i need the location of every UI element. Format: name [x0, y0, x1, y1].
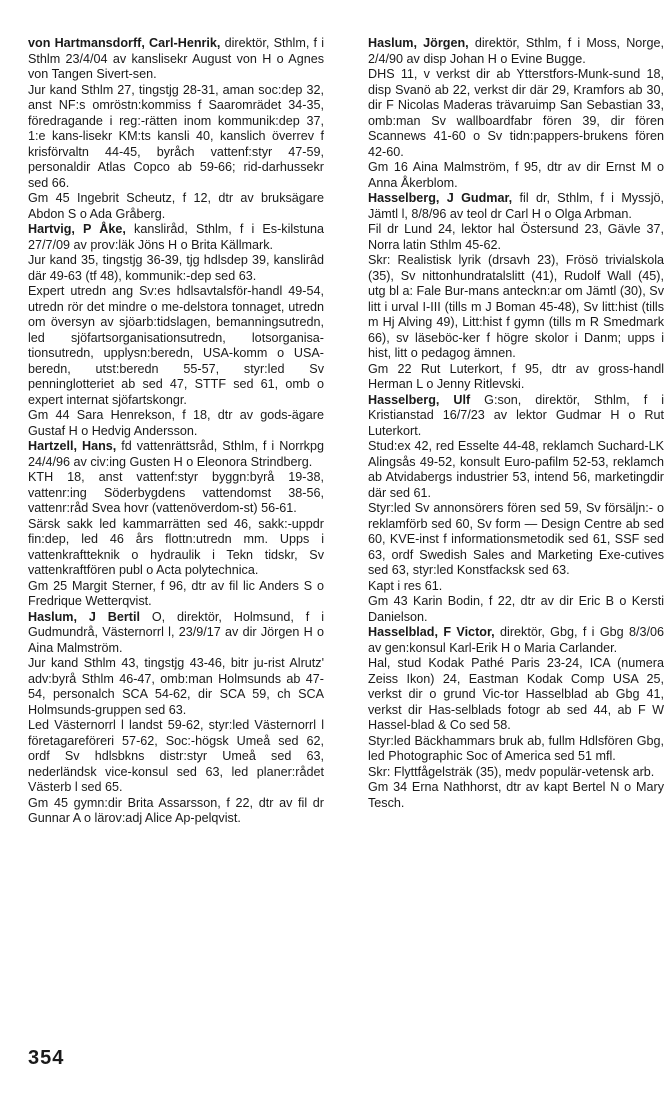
entry-text: Särsk sakk led kammarrätten sed 46, sakk:-uppdr fin:dep, led 46 års flottn:utredn mm. Upps i vattenkraftteknik o hydraulik i Tekn tidskr, Sv vattenkraftfören publ o Acta polytechnica.: [28, 516, 324, 577]
entry-paragraph: [368, 362, 664, 393]
entry-paragraph: [368, 594, 664, 625]
entry-paragraph: [28, 284, 324, 408]
entry-text: Hal, stud Kodak Pathé Paris 23-24, ICA (numera Zeiss Ikon) 24, Eastman Kodak Comp USA 25, verkst dir o grund Vic-tor Hasselblad ab Gbg 41, verkst dir Has-selblads fotogr ab sed 44, ab F W Hassel-blad & Co sed 58.: [368, 656, 664, 732]
entry-text: Expert utredn ang Sv:es hdlsavtalsför-handl 49-54, utredn rör det mindre o me-delstora tonnaget, utredn om översyn av sjöarb:tidslagen, bemanningsutredn, led sjöfartsorganisationsutredn, lotsorganisa-tionsutredn, upplysn:beredn, USA-komm o USA-beredn, utst:beredn 55-57, styr:led Sv penninglotteriet ab sed 47, STTF sed 61, omb o expert internat sjöfartskongr.: [28, 284, 324, 407]
biography-entry: [368, 393, 664, 626]
entry-paragraph: [368, 253, 664, 362]
entry-text: Gm 22 Rut Luterkort, f 95, dtr av gross-handl Herman L o Jenny Ritlevski.: [368, 361, 664, 391]
entry-text: Gm 43 Karin Bodin, f 22, dtr av dir Eric B o Kersti Danielson.: [368, 594, 664, 624]
entry-paragraph: [28, 83, 324, 192]
entry-text: direktör, Sthlm, f i Moss, Norge, 2/4/90 av disp Johan H o Evine Bugge.: [368, 36, 664, 66]
entry-paragraph: [28, 408, 324, 439]
entry-text: Gm 45 gymn:dir Brita Assarsson, f 22, dtr av fil dr Gunnar A o lärov:adj Alice Ap-pelqvist.: [28, 795, 324, 825]
entry-intro: [368, 393, 664, 440]
entry-text: Skr: Realistisk lyrik (drsavh 23), Frösö trivialskola (35), Sv nittonhundratalslitt (41), Rudolf Wall (45), utg bl a: Fale Bur-mans anteckn:ar om Jämtl (30), Sv litt i urval I-III (tills m J Boman 45-48), Sv litt:hist (tills m Hj Alving 49), Litt:hist f gymn (tills m R Smedmark 66), sv läseböc-ker f högre skolor i Danm; upps i hist, litt o pedagog ämnen.: [368, 253, 664, 360]
entry-text: kansliråd, Sthlm, f i Es-kilstuna 27/7/09 av prov:läk Jöns H o Brita Källmark.: [28, 222, 324, 252]
entry-paragraph: [28, 517, 324, 579]
entry-paragraph: [368, 579, 664, 595]
entry-intro: [28, 36, 324, 83]
biography-entry: [28, 439, 324, 610]
biography-entry: [28, 610, 324, 827]
entry-paragraph: [368, 222, 664, 253]
entry-text: fil dr, Sthlm, f i Myssjö, Jämtl l, 8/8/96 av teol dr Carl H o Olga Arbman.: [368, 191, 664, 221]
biography-entry: [368, 191, 664, 393]
entry-text: KTH 18, anst vattenf:styr byggn:byrå 19-38, vattenr:ing Söderbygdens vattendomst 38-56, vattenr:råd Svea hovr (vattenöverdom-st) 56-61.: [28, 470, 324, 515]
entry-text: Gm 16 Aina Malmström, f 95, dtr av dir Ernst M o Anna Åkerblom.: [368, 160, 664, 190]
entry-text: direktör, Sthlm, f i Sthlm 23/4/04 av kanslisekr August von H o Agnes von Tangen Sivert-sen.: [28, 36, 324, 81]
right-column: [368, 36, 664, 811]
entry-text: fd vattenrättsråd, Sthlm, f i Norrkpg 24/4/96 av civ:ing Gusten H o Eleonora Strindberg.: [28, 439, 324, 469]
entry-intro: [368, 191, 664, 222]
left-column: [28, 36, 324, 827]
entry-paragraph: [28, 718, 324, 796]
page-number: 354: [28, 1047, 65, 1069]
biography-entry: [368, 625, 664, 811]
entry-paragraph: [28, 191, 324, 222]
biography-entry: [28, 36, 324, 222]
person-name: von Hartmansdorff, Carl-Henrik,: [28, 36, 221, 50]
entry-paragraph: [368, 765, 664, 781]
entry-text: G:son, direktör, Sthlm, f i Kristianstad 16/7/23 av lektor Gudmar H o Rut Luterkort.: [368, 392, 664, 438]
entry-paragraph: [368, 734, 664, 765]
entry-paragraph: [28, 470, 324, 517]
entry-paragraph: [28, 796, 324, 827]
entry-intro: [28, 610, 324, 657]
person-name: Hasselberg, J Gudmar,: [368, 191, 513, 205]
entry-intro: [368, 625, 664, 656]
person-name: Hasselberg, Ulf: [368, 392, 471, 407]
entry-paragraph: [28, 656, 324, 718]
entry-text: direktör, Gbg, f i Gbg 8/3/06 av gen:konsul Karl-Erik H o Maria Carlander.: [368, 625, 664, 655]
person-name: Hartvig, P Åke,: [28, 222, 126, 236]
entry-paragraph: [368, 67, 664, 160]
entry-paragraph: [368, 160, 664, 191]
entry-text: Stud:ex 42, red Esselte 44-48, reklamch Suchard-LK Alingsås 49-52, konsult Euro-pafilm 52-53, reklamch ab Atvidabergs industrier 53, intend 56, marketingdir där sed 61.: [368, 439, 664, 500]
entry-text: Jur kand Sthlm 43, tingstjg 43-46, bitr ju-rist Alrutz' adv:byrå Sthlm 46-47, omb:man Holmsunds ab 47-54, personalch SCA 54-62, dir SCA 59, ch SCA Holmsunds-gruppen sed 63.: [28, 656, 324, 717]
entry-text: Gm 44 Sara Henrekson, f 18, dtr av gods-ägare Gustaf H o Hedvig Andersson.: [28, 408, 324, 438]
entry-intro: [368, 36, 664, 67]
entry-text: Gm 45 Ingebrit Scheutz, f 12, dtr av bruksägare Abdon S o Ada Gråberg.: [28, 191, 324, 221]
entry-paragraph: [368, 656, 664, 734]
biography-entry: [368, 36, 664, 191]
entry-text: Styr:led Bäckhammars bruk ab, fullm Hdlsfören Gbg, led Photographic Soc of America sed 51 mfl.: [368, 733, 664, 763]
person-name: Hartzell, Hans,: [28, 439, 117, 453]
biography-entry: [28, 222, 324, 439]
entry-text: Styr:led Sv annonsörers fören sed 59, Sv försäljn:- o reklamförb sed 60, Sv form — Design Centre ab sed 60, KVE-inst f informationsmetodik sed 61, SSF sed 63, ordf Swedish Sales and Marketing Exe-cutives sed 63, styr:led Konstfacksk sed 63.: [368, 501, 664, 577]
entry-text: O, direktör, Holmsund, f i Gudmundrå, Västernorrl l, 23/9/17 av dir Jörgen H o Aina Malmström.: [28, 609, 324, 655]
entry-text: Gm 34 Erna Nathhorst, dtr av kapt Bertel N o Mary Tesch.: [368, 780, 664, 810]
person-name: Haslum, Jörgen,: [368, 36, 469, 50]
entry-paragraph: [368, 780, 664, 811]
entry-intro: [28, 439, 324, 470]
entry-text: Jur kand 35, tingstjg 36-39, tjg hdlsdep 39, kanslirâd där 49-63 (tf 48), kommunik:-dep sed 63.: [28, 253, 324, 283]
entry-text: Kapt i res 61.: [368, 578, 443, 593]
entry-text: DHS 11, v verkst dir ab Ytterstfors-Munk-sund 18, disp Svanö ab 22, verkst dir där 29, Kramfors ab 30, dir F Nicolas Maderas trävaruimp San Sebastian 33, omb:man Sv wallboardfabr fören 39, dir fören Scannews 41-60 o Sv tidn:pappers-brukens fören 42-60.: [368, 67, 664, 159]
entry-text: Led Västernorrl l landst 59-62, styr:led Västernorrl l företagareföreri 57-62, Soc:-högsk Umeå sed 62, ordf Sv hdlsbkns distr:styr Umeå sed 63, nederländsk vice-konsul sed 63, led planer:rådet Västerb l sed 65.: [28, 718, 324, 794]
entry-text: Jur kand Sthlm 27, tingstjg 28-31, aman soc:dep 32, anst NF:s omröstn:kommiss f Saaromrädet 34-35, föredragande i reg:-rätten inom kommunik:dep 37, 1:e kans-lisekr KM:ts kansli 40, kanslich överrev f krisförvaltn 44-45, byråch vattenf:styr 47-59, personaldir Atlas Copco ab 59-66; rid-darhussekr sed 66.: [28, 82, 324, 190]
entry-paragraph: [368, 501, 664, 579]
entry-paragraph: [28, 253, 324, 284]
entry-paragraph: [28, 579, 324, 610]
entry-paragraph: [368, 439, 664, 501]
person-name: Haslum, J Bertil: [28, 609, 140, 624]
entry-text: Gm 25 Margit Sterner, f 96, dtr av fil lic Anders S o Fredrique Wetterqvist.: [28, 578, 324, 608]
person-name: Hasselblad, F Victor,: [368, 625, 495, 639]
entry-text: Skr: Flyttfågelsträk (35), medv populär-vetensk arb.: [368, 764, 655, 779]
entry-intro: [28, 222, 324, 253]
entry-text: Fil dr Lund 24, lektor hal Östersund 23, Gävle 37, Norra latin Sthlm 45-62.: [368, 222, 664, 252]
